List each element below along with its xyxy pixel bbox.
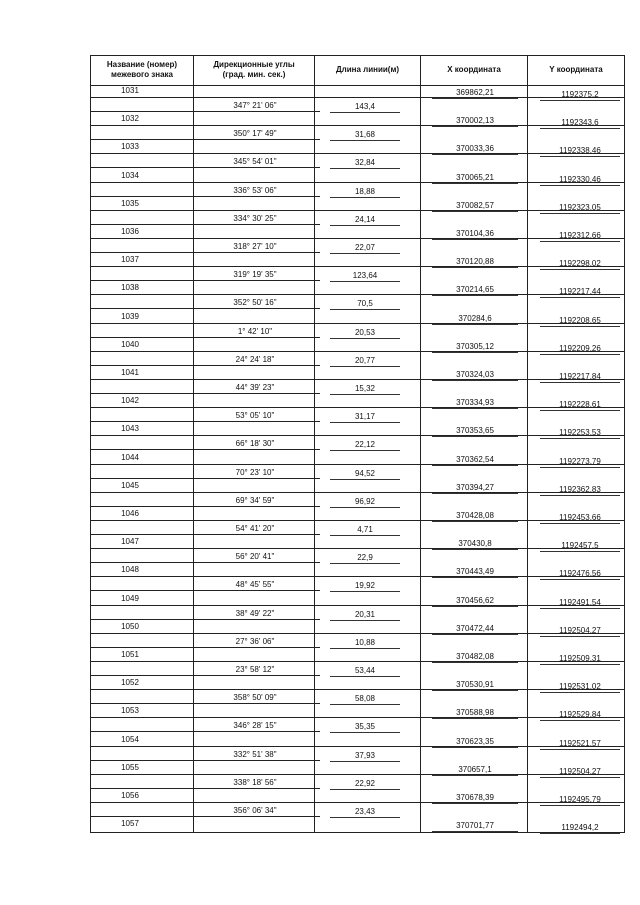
- line-length: 22,12: [354, 440, 376, 450]
- value-underline: [540, 297, 620, 298]
- value-underline: [432, 324, 518, 325]
- direction-angle: 1° 42' 10": [237, 326, 273, 336]
- mark-name: 1051: [121, 650, 139, 659]
- value-underline: [540, 551, 620, 552]
- y-coordinate: 1192504,27: [559, 766, 601, 776]
- value-underline: [330, 394, 400, 395]
- value-underline: [432, 211, 518, 212]
- value-underline: [540, 410, 620, 411]
- row-divider: [90, 760, 320, 761]
- column-divider: [90, 55, 91, 833]
- row-divider: [90, 619, 320, 620]
- direction-angle: 44° 39' 23": [235, 383, 275, 392]
- header-x-coordinate: X координата: [447, 65, 501, 74]
- mark-name: 1040: [121, 339, 139, 349]
- y-coordinate: 1192209,26: [559, 343, 601, 353]
- x-coordinate: 370588,98: [456, 708, 494, 718]
- row-divider: [90, 675, 320, 676]
- mark-name: 1038: [121, 283, 139, 293]
- value-underline: [432, 408, 518, 409]
- line-length: 20,31: [354, 609, 376, 619]
- line-length: 96,92: [354, 496, 376, 506]
- direction-angle: 23° 58' 12": [235, 665, 275, 674]
- header-mark-name: Название (номер) межевого знака: [106, 60, 178, 79]
- column-divider: [314, 55, 315, 833]
- line-length: 20,77: [354, 355, 376, 365]
- value-underline: [330, 309, 400, 310]
- x-coordinate: 370284,6: [458, 313, 492, 323]
- row-divider: [90, 647, 320, 648]
- line-length: 143,4: [354, 102, 376, 111]
- y-coordinate: 1192312,66: [559, 231, 601, 240]
- line-length: 24,14: [354, 214, 376, 224]
- direction-angle: 318° 27' 10": [233, 242, 277, 251]
- x-coordinate: 370033,36: [456, 144, 494, 154]
- value-underline: [432, 380, 518, 381]
- value-underline: [540, 213, 620, 214]
- header-line-length: Длина линии(м): [335, 65, 400, 74]
- mark-name: 1033: [121, 142, 139, 152]
- x-coordinate: 370623,35: [456, 736, 494, 746]
- mark-name: 1048: [121, 565, 139, 575]
- y-coordinate: 1192253,53: [559, 428, 601, 438]
- value-underline: [330, 479, 400, 480]
- direction-angle: 66° 18' 30": [235, 439, 275, 449]
- line-length: 58,08: [354, 694, 376, 704]
- direction-angle: 38° 49' 22": [235, 608, 275, 618]
- value-underline: [432, 549, 518, 550]
- direction-angle: 334° 30' 25": [233, 213, 277, 223]
- y-coordinate: 1192476,56: [559, 569, 601, 579]
- line-length: 19,92: [354, 581, 376, 591]
- value-underline: [330, 507, 400, 508]
- mark-name: 1055: [121, 762, 139, 772]
- row-divider: [90, 506, 320, 507]
- y-coordinate: 1192273,79: [559, 456, 601, 466]
- y-coordinate: 1192495,79: [559, 795, 601, 804]
- value-underline: [432, 436, 518, 437]
- value-underline: [432, 606, 518, 607]
- value-underline: [540, 523, 620, 524]
- value-underline: [432, 493, 518, 494]
- value-underline: [432, 267, 518, 268]
- direction-angle: 69° 34' 59": [235, 495, 275, 505]
- x-coordinate: 370120,88: [456, 257, 494, 267]
- y-coordinate: 1192338,46: [559, 146, 601, 156]
- x-coordinate: 370443,49: [456, 567, 494, 577]
- x-coordinate: 370430,8: [458, 539, 492, 549]
- direction-angle: 54° 41' 20": [235, 524, 275, 533]
- value-underline: [540, 354, 620, 355]
- row-divider: [90, 337, 320, 338]
- value-underline: [330, 591, 400, 592]
- row-divider: [90, 562, 320, 563]
- x-coordinate: 370334,93: [456, 398, 494, 408]
- row-divider: [90, 393, 320, 394]
- value-underline: [540, 438, 620, 439]
- value-underline: [540, 495, 620, 496]
- line-length: 53,44: [354, 666, 376, 675]
- value-underline: [330, 704, 400, 705]
- mark-name: 1042: [121, 396, 139, 406]
- line-length: 23,43: [354, 807, 376, 816]
- value-underline: [432, 352, 518, 353]
- value-underline: [330, 732, 400, 733]
- value-underline: [330, 168, 400, 169]
- value-underline: [330, 253, 400, 254]
- value-underline: [330, 648, 400, 649]
- header-y-coordinate: Y координата: [549, 65, 603, 74]
- line-length: 22,9: [357, 553, 373, 563]
- mark-name: 1047: [121, 537, 139, 547]
- x-coordinate: 370657,1: [458, 764, 492, 774]
- x-coordinate: 370065,21: [456, 172, 494, 182]
- mark-name: 1046: [121, 509, 139, 518]
- value-underline: [432, 803, 518, 804]
- value-underline: [330, 225, 400, 226]
- x-coordinate: 370678,39: [456, 793, 494, 802]
- value-underline: [330, 281, 400, 282]
- mark-name: 1052: [121, 678, 139, 688]
- value-underline: [330, 422, 400, 423]
- value-underline: [540, 805, 620, 806]
- line-length: 94,52: [354, 468, 376, 478]
- direction-angle: 356° 06' 34": [233, 806, 277, 815]
- mark-name: 1044: [121, 452, 139, 462]
- value-underline: [432, 634, 518, 635]
- value-underline: [540, 720, 620, 721]
- direction-angle: 336° 53' 06": [233, 185, 277, 195]
- column-divider: [624, 55, 625, 833]
- x-coordinate: 370530,91: [456, 680, 494, 690]
- value-underline: [540, 326, 620, 327]
- y-coordinate: 1192208,65: [559, 315, 601, 325]
- value-underline: [330, 366, 400, 367]
- line-length: 31,17: [354, 412, 376, 422]
- x-coordinate: 370082,57: [456, 200, 494, 210]
- value-underline: [330, 620, 400, 621]
- value-underline: [540, 636, 620, 637]
- direction-angle: 319° 19' 35": [233, 270, 277, 280]
- row-divider: [90, 167, 320, 168]
- value-underline: [330, 817, 400, 818]
- x-coordinate: 369862,21: [456, 88, 494, 97]
- direction-angle: 24° 24' 18": [235, 354, 275, 364]
- value-underline: [432, 98, 518, 99]
- y-coordinate: 1192217,84: [559, 372, 601, 381]
- value-underline: [432, 747, 518, 748]
- direction-angle: 27° 36' 06": [235, 636, 275, 646]
- column-divider: [527, 55, 528, 833]
- mark-name: 1032: [121, 114, 139, 124]
- row-divider: [90, 816, 320, 817]
- y-coordinate: 1192375,2: [561, 90, 599, 99]
- direction-angle: 347° 21' 06": [233, 101, 277, 110]
- row-divider: [90, 308, 320, 309]
- row-divider: [90, 449, 320, 450]
- line-length: 15,32: [354, 384, 376, 393]
- y-coordinate: 1192491,54: [559, 597, 601, 607]
- line-length: 70,5: [357, 299, 373, 309]
- value-underline: [432, 126, 518, 127]
- value-underline: [432, 239, 518, 240]
- value-underline: [432, 690, 518, 691]
- x-coordinate: 370482,08: [456, 652, 494, 661]
- value-underline: [540, 749, 620, 750]
- direction-angle: 53° 05' 10": [235, 411, 275, 421]
- value-underline: [330, 761, 400, 762]
- direction-angle: 338° 18' 56": [233, 777, 277, 787]
- direction-angle: 346° 28' 15": [233, 721, 277, 731]
- line-length: 18,88: [354, 186, 376, 196]
- mark-name: 1056: [121, 791, 139, 800]
- value-underline: [432, 577, 518, 578]
- table-bottom-border: [90, 832, 624, 833]
- x-coordinate: 370428,08: [456, 511, 494, 520]
- mark-name: 1057: [121, 819, 139, 829]
- mark-name: 1054: [121, 734, 139, 744]
- value-underline: [540, 692, 620, 693]
- column-divider: [420, 55, 421, 833]
- value-underline: [540, 269, 620, 270]
- x-coordinate: 370353,65: [456, 426, 494, 436]
- line-length: 4,71: [357, 525, 373, 534]
- mark-name: 1031: [121, 86, 139, 95]
- value-underline: [432, 521, 518, 522]
- x-coordinate: 370214,65: [456, 285, 494, 295]
- row-divider: [90, 788, 320, 789]
- line-length: 123,64: [352, 271, 378, 281]
- row-divider: [90, 280, 320, 281]
- y-coordinate: 1192343,6: [561, 118, 599, 128]
- direction-angle: 352° 50' 16": [233, 298, 277, 308]
- value-underline: [330, 112, 400, 113]
- row-divider: [90, 196, 320, 197]
- direction-angle: 70° 23' 10": [235, 467, 275, 477]
- value-underline: [330, 197, 400, 198]
- mark-name: 1037: [121, 255, 139, 265]
- mark-name: 1034: [121, 170, 139, 180]
- value-underline: [330, 535, 400, 536]
- y-coordinate: 1192521,57: [559, 738, 601, 748]
- y-coordinate: 1192453,66: [559, 513, 601, 522]
- value-underline: [540, 833, 620, 834]
- y-coordinate: 1192330,46: [559, 174, 601, 184]
- value-underline: [432, 465, 518, 466]
- y-coordinate: 1192504,27: [559, 625, 601, 635]
- x-coordinate: 370456,62: [456, 595, 494, 605]
- y-coordinate: 1192509,31: [559, 654, 601, 663]
- mark-name: 1043: [121, 424, 139, 434]
- mark-name: 1035: [121, 198, 139, 208]
- column-divider: [193, 55, 194, 833]
- direction-angle: 48° 45' 55": [235, 580, 275, 590]
- x-coordinate: 370002,13: [456, 116, 494, 126]
- value-underline: [432, 154, 518, 155]
- mark-name: 1039: [121, 311, 139, 321]
- row-divider: [90, 85, 624, 86]
- value-underline: [432, 718, 518, 719]
- value-underline: [540, 579, 620, 580]
- row-divider: [90, 731, 320, 732]
- value-underline: [330, 338, 400, 339]
- line-length: 31,68: [354, 130, 376, 140]
- mark-name: 1050: [121, 621, 139, 631]
- value-underline: [540, 156, 620, 157]
- value-underline: [540, 100, 620, 101]
- value-underline: [540, 185, 620, 186]
- value-underline: [330, 450, 400, 451]
- x-coordinate: 370305,12: [456, 341, 494, 351]
- line-length: 35,35: [354, 722, 376, 732]
- y-coordinate: 1192494,2: [561, 823, 599, 833]
- row-divider: [90, 224, 320, 225]
- x-coordinate: 370394,27: [456, 482, 494, 492]
- line-length: 10,88: [354, 637, 376, 647]
- row-divider: [90, 703, 320, 704]
- x-coordinate: 370701,77: [456, 821, 494, 831]
- line-length: 22,92: [354, 778, 376, 788]
- y-coordinate: 1192362,83: [559, 484, 601, 494]
- mark-name: 1041: [121, 368, 139, 377]
- value-underline: [540, 664, 620, 665]
- row-divider: [90, 365, 320, 366]
- row-divider: [90, 111, 320, 112]
- direction-angle: 332° 51' 38": [233, 749, 277, 759]
- value-underline: [432, 775, 518, 776]
- mark-name: 1036: [121, 227, 139, 236]
- value-underline: [432, 662, 518, 663]
- direction-angle: 350° 17' 49": [233, 129, 277, 139]
- value-underline: [432, 183, 518, 184]
- row-divider: [90, 534, 320, 535]
- header-direction-angles: Дирекционные углы (град. мин. сек.): [213, 60, 295, 79]
- y-coordinate: 1192228,61: [559, 400, 601, 410]
- value-underline: [540, 467, 620, 468]
- value-underline: [540, 777, 620, 778]
- mark-name: 1049: [121, 593, 139, 603]
- mark-name: 1053: [121, 706, 139, 716]
- x-coordinate: 370104,36: [456, 229, 494, 238]
- direction-angle: 358° 50' 09": [233, 693, 277, 703]
- x-coordinate: 370324,03: [456, 370, 494, 379]
- line-length: 22,07: [354, 243, 376, 252]
- line-length: 37,93: [354, 750, 376, 760]
- row-divider: [90, 139, 320, 140]
- y-coordinate: 1192529,84: [559, 710, 601, 720]
- y-coordinate: 1192531,02: [559, 682, 601, 692]
- direction-angle: 56° 20' 41": [235, 552, 275, 562]
- row-divider: [90, 252, 320, 253]
- value-underline: [330, 676, 400, 677]
- y-coordinate: 1192217,44: [559, 287, 601, 297]
- value-underline: [432, 295, 518, 296]
- line-length: 32,84: [354, 158, 376, 168]
- value-underline: [330, 140, 400, 141]
- value-underline: [540, 382, 620, 383]
- mark-name: 1045: [121, 480, 139, 490]
- direction-angle: 345° 54' 01": [233, 157, 277, 167]
- value-underline: [540, 128, 620, 129]
- row-divider: [90, 590, 320, 591]
- value-underline: [330, 563, 400, 564]
- value-underline: [330, 789, 400, 790]
- y-coordinate: 1192323,05: [559, 202, 601, 212]
- value-underline: [540, 608, 620, 609]
- y-coordinate: 1192298,02: [559, 259, 601, 269]
- row-divider: [90, 478, 320, 479]
- line-length: 20,53: [354, 327, 376, 337]
- row-divider: [90, 421, 320, 422]
- y-coordinate: 1192457,5: [561, 541, 599, 551]
- value-underline: [540, 241, 620, 242]
- x-coordinate: 370472,44: [456, 623, 494, 633]
- x-coordinate: 370362,54: [456, 454, 494, 464]
